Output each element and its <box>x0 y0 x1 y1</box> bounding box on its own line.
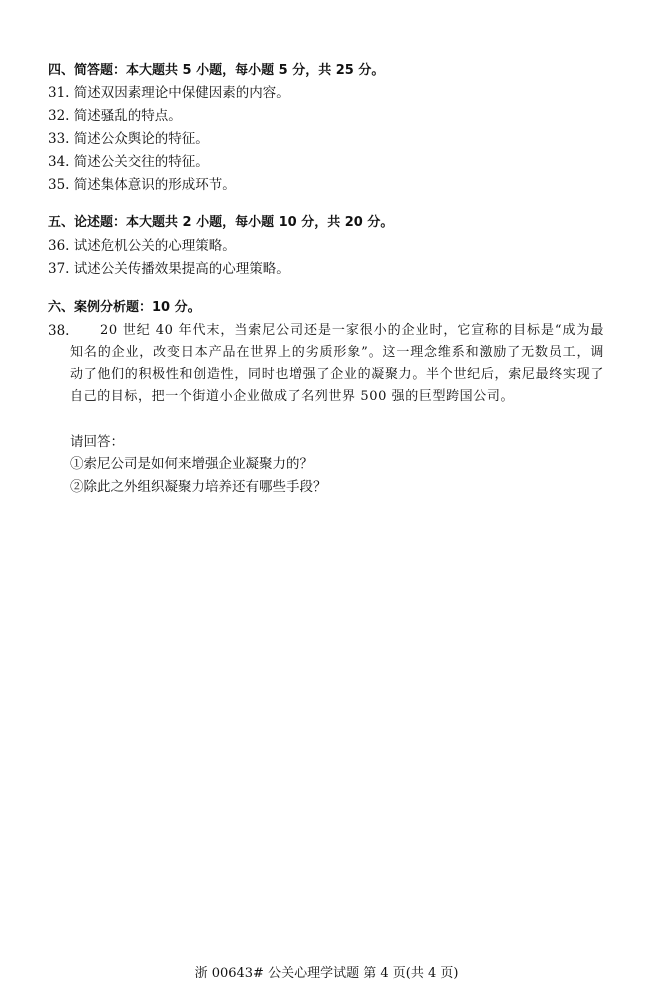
sub-question-1: ①索尼公司是如何来增强企业凝聚力的？ <box>70 456 313 472</box>
question-35: 35. 简述集体意识的形成环节。 <box>48 177 236 193</box>
sub-question-2: ②除此之外组织凝聚力培养还有哪些手段？ <box>70 479 327 495</box>
question-32: 32. 简述骚乱的特点。 <box>48 108 182 124</box>
question-33: 33. 简述公众舆论的特征。 <box>48 131 209 147</box>
case-paragraph: 20 世纪 40 年代末，当索尼公司还是一家很小的企业时，它宣称的目标是“成为最知名的企业，改变日本产品在世界上的劣质形象”。这一理念维系和激励了无数员工，调动了他们的积极性和创造性，同时也增强了企业的凝聚力。半个世纪后，索尼最终实现了自己的目标，把一个街道小企业做成了名列世界 500 强的巨型跨国公司。 <box>70 323 604 404</box>
question-31: 31. 简述双因素理论中保健因素的内容。 <box>48 85 290 101</box>
question-36: 36. 试述危机公关的心理策略。 <box>48 238 236 254</box>
section6-heading: 六、案例分析题：10 分。 <box>48 300 201 315</box>
question-37: 37. 试述公关传播效果提高的心理策略。 <box>48 261 290 277</box>
question-34: 34. 简述公关交往的特征。 <box>48 154 209 170</box>
section5-heading: 五、论述题：本大题共 2 小题，每小题 10 分，共 20 分。 <box>48 215 394 230</box>
case-prompt: 请回答： <box>70 434 124 450</box>
question-38-number: 38. <box>48 323 70 339</box>
page-footer: 浙 00643# 公关心理学试题 第 4 页(共 4 页) <box>194 966 459 981</box>
section4-heading: 四、简答题：本大题共 5 小题，每小题 5 分，共 25 分。 <box>48 63 385 78</box>
